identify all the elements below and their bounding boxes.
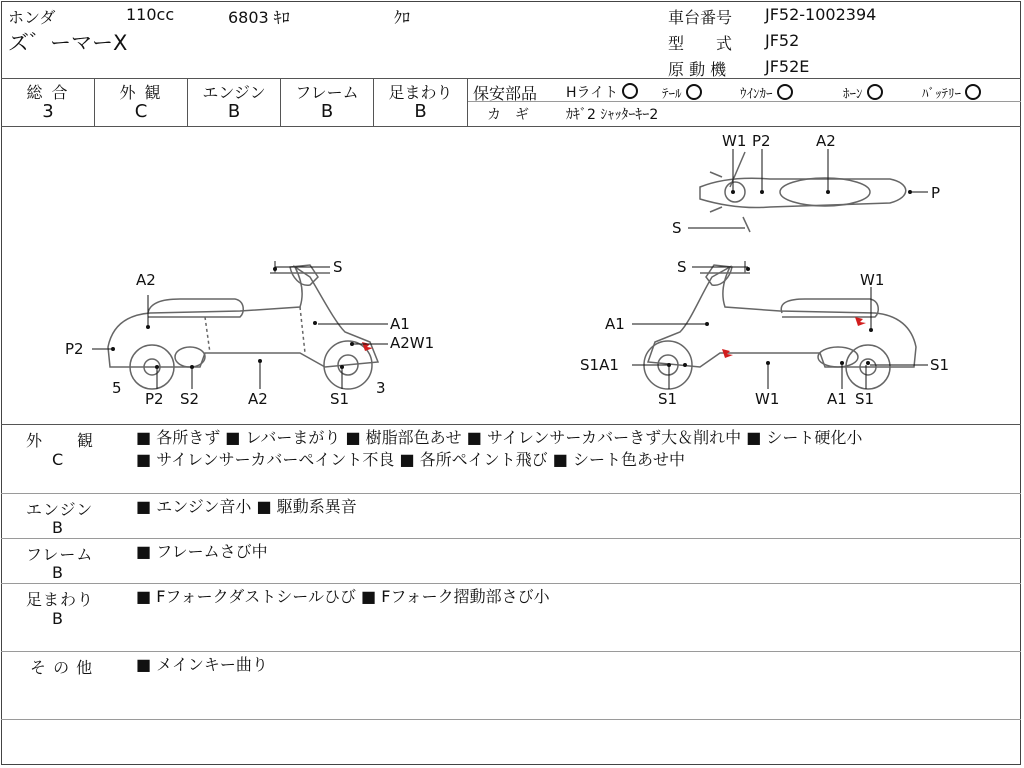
- label-a2-bottom: A2: [248, 390, 268, 408]
- label-a2-top: A2: [816, 132, 836, 150]
- remark-other-line-1: ■ メインキー曲り: [136, 655, 268, 674]
- remark-frame-grade: B: [52, 563, 64, 582]
- label-w1: W1: [722, 132, 747, 150]
- displacement: 110cc: [126, 5, 175, 24]
- key-value: ｶｷﾞ2 ｼｬｯﾀｰｷｰ2: [566, 107, 659, 123]
- label-p2-top: P2: [752, 132, 771, 150]
- label-a2w1: A2W1: [390, 334, 435, 352]
- model-name: ズ゛ーマーX: [8, 31, 128, 55]
- label-s1a1: S1A1: [580, 356, 619, 374]
- top-leader-lines: [688, 149, 928, 228]
- grade-overall-label: 総 合: [26, 83, 70, 102]
- remark-suspension-line-1: ■ Fフォークダストシールひび ■ Fフォーク摺動部さび小: [136, 587, 550, 606]
- grade-frame-value: B: [320, 101, 334, 122]
- ok-circle-icon: [622, 83, 638, 99]
- safety-winker: ｳｲﾝｶｰ: [740, 83, 793, 102]
- ok-circle-icon: [777, 84, 793, 100]
- label-s1-bottom: S1: [658, 390, 678, 408]
- label-3: 3: [376, 379, 386, 397]
- divider: [1, 538, 1021, 539]
- label-a1: A1: [390, 315, 410, 333]
- label-s-right: S: [677, 258, 687, 276]
- grade-suspension-label: 足まわり: [388, 83, 453, 102]
- engine-value: JF52E: [765, 57, 810, 76]
- remark-other-label: そ の 他: [30, 658, 94, 677]
- safety-taillight: ﾃｰﾙ: [662, 83, 702, 102]
- label-s1-bottom-2: S1: [855, 390, 875, 408]
- divider: [1, 493, 1021, 494]
- ok-circle-icon: [686, 84, 702, 100]
- grade-overall-value: 3: [42, 101, 54, 122]
- label-a1-right: A1: [605, 315, 625, 333]
- top-markers: [731, 190, 912, 194]
- mileage: 6803 ｷﾛ: [228, 8, 290, 27]
- divider: [1, 424, 1021, 425]
- label-a2: A2: [136, 271, 156, 289]
- label-s1: S1: [330, 390, 350, 408]
- engine-label: 原 動 機: [668, 60, 727, 79]
- divider: [1, 719, 1021, 720]
- type-label: 型 式: [668, 34, 733, 53]
- remark-engine-label: エンジン: [26, 500, 94, 519]
- safety-title: 保安部品: [473, 84, 538, 103]
- grade-frame-label: フレーム: [295, 83, 359, 102]
- label-s1-right: S1: [930, 356, 950, 374]
- ok-circle-icon: [965, 84, 981, 100]
- remark-exterior-grade: C: [52, 450, 65, 469]
- scooter-diagram: [0, 127, 1024, 425]
- divider: [1, 78, 1021, 79]
- top-view-scooter: [700, 152, 906, 232]
- remark-frame-line-1: ■ フレームさび中: [136, 542, 268, 561]
- divider: [467, 78, 468, 126]
- ok-circle-icon: [867, 84, 883, 100]
- maker: ホンダ: [8, 8, 56, 27]
- grade-suspension-value: B: [414, 101, 427, 122]
- safety-battery: ﾊﾞｯﾃﾘｰ: [922, 83, 981, 102]
- remark-engine-line-1: ■ エンジン音小 ■ 駆動系異音: [136, 497, 357, 516]
- remark-exterior-line-1: ■ 各所きず ■ レバーまがり ■ 樹脂部色あせ ■ サイレンサーカバーきず大＆削れ中 ■ シート硬化小: [136, 428, 863, 447]
- remark-exterior-label: 外 観: [26, 431, 95, 450]
- divider: [1, 651, 1021, 652]
- grade-engine-label: エンジン: [202, 83, 266, 102]
- remark-exterior-line-2: ■ サイレンサーカバーペイント不良 ■ 各所ペイント飛び ■ シート色あせ中: [136, 450, 685, 469]
- remark-frame-label: フレーム: [26, 545, 94, 564]
- frame-no-label: 車台番号: [668, 8, 733, 27]
- label-5: 5: [112, 379, 122, 397]
- remark-suspension-grade: B: [52, 609, 64, 628]
- label-s-top: S: [672, 219, 682, 237]
- type-value: JF52: [765, 31, 800, 50]
- label-p2-bottom: P2: [145, 390, 164, 408]
- remark-suspension-label: 足まわり: [26, 590, 95, 609]
- label-s2: S2: [180, 390, 200, 408]
- grade-exterior-label: 外 観: [119, 83, 163, 102]
- grade-exterior-value: C: [134, 101, 148, 122]
- frame-no: JF52-1002394: [765, 5, 877, 24]
- color: ｸﾛ: [394, 8, 411, 27]
- label-p2: P2: [65, 340, 84, 358]
- safety-headlight: Hライト: [566, 82, 638, 102]
- label-a1-bottom: A1: [827, 390, 847, 408]
- label-w1-bottom: W1: [755, 390, 780, 408]
- remark-engine-grade: B: [52, 518, 64, 537]
- safety-horn: ﾎｰﾝ: [843, 83, 883, 102]
- key-label: カ ギ: [487, 107, 529, 123]
- label-p: P: [931, 184, 941, 202]
- divider: [1, 583, 1021, 584]
- right-damage-marks: [722, 317, 866, 358]
- grade-engine-value: B: [227, 101, 241, 122]
- label-s: S: [333, 258, 343, 276]
- label-w1-right: W1: [860, 271, 885, 289]
